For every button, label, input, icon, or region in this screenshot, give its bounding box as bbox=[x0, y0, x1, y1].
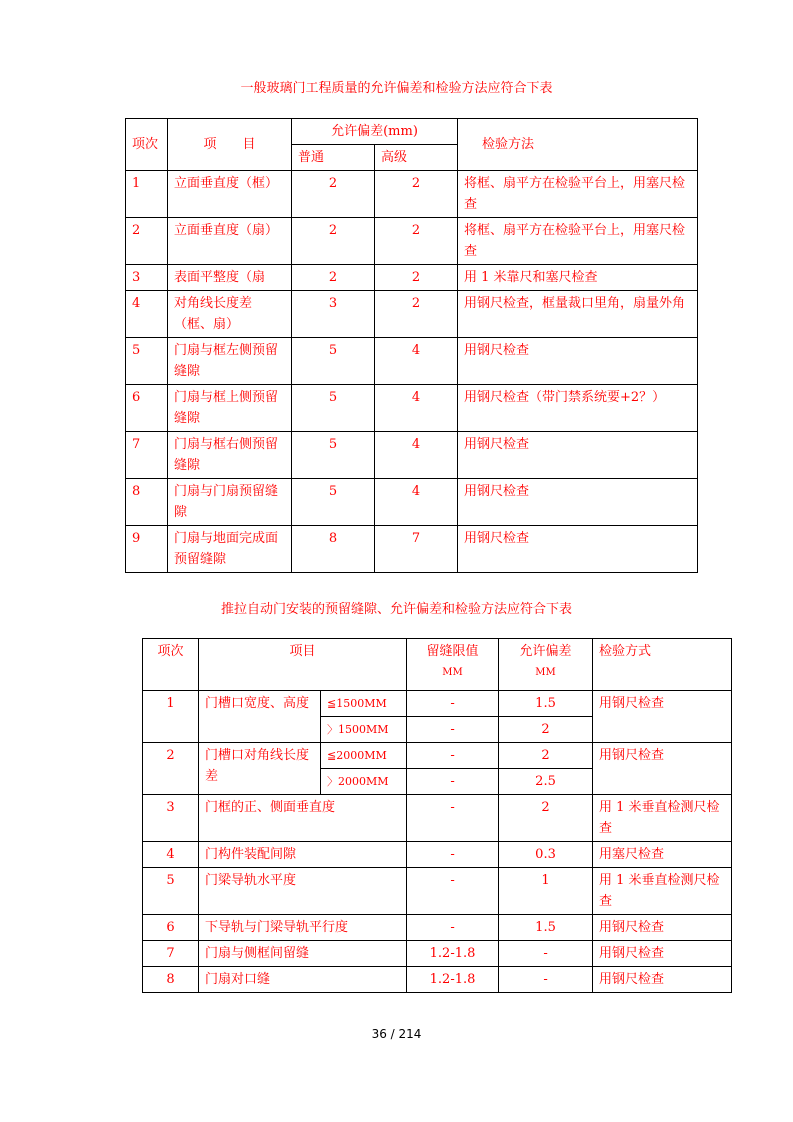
header-method: 检验方法 bbox=[458, 119, 698, 171]
row-item: 门扇与门扇预留缝隙 bbox=[168, 479, 292, 526]
row-normal: 5 bbox=[292, 385, 375, 432]
row-method: 将框、扇平方在检验平台上，用塞尺检查 bbox=[458, 171, 698, 218]
row-method: 用钢尺检查 bbox=[458, 338, 698, 385]
row-normal: 2 bbox=[292, 265, 375, 291]
header-no: 项次 bbox=[126, 119, 168, 171]
row-method: 用钢尺检查 bbox=[593, 967, 732, 993]
row-tolerance: 1.5 bbox=[499, 915, 593, 941]
row-tolerance: 2.5 bbox=[499, 769, 593, 795]
header-item: 项 目 bbox=[168, 119, 292, 171]
row-normal: 2 bbox=[292, 218, 375, 265]
row-item: 门梁导轨水平度 bbox=[199, 868, 407, 915]
row-gap: - bbox=[407, 717, 499, 743]
row-gap: 1.2-1.8 bbox=[407, 941, 499, 967]
table-row bbox=[143, 743, 732, 769]
table-row bbox=[143, 868, 732, 915]
row-item: 门槽口对角线长度差 bbox=[199, 743, 321, 795]
table-row bbox=[126, 171, 698, 218]
row-item: 对角线长度差（框、扇） bbox=[168, 291, 292, 338]
sliding-door-tolerance-table bbox=[142, 638, 732, 993]
row-method: 用钢尺检查 bbox=[458, 479, 698, 526]
row-no: 8 bbox=[143, 967, 199, 993]
row-advanced: 2 bbox=[375, 265, 458, 291]
row-method: 用钢尺检查 bbox=[593, 743, 732, 795]
row-advanced: 7 bbox=[375, 526, 458, 573]
header-gap-limit bbox=[407, 639, 499, 691]
row-item: 门槽口宽度、高度 bbox=[199, 691, 321, 743]
header-gap-unit: MM bbox=[442, 667, 463, 678]
table-row bbox=[126, 265, 698, 291]
row-tolerance: 1.5 bbox=[499, 691, 593, 717]
row-gap: - bbox=[407, 842, 499, 868]
row-tolerance: 1 bbox=[499, 868, 593, 915]
header-tolerance bbox=[499, 639, 593, 691]
row-no: 9 bbox=[126, 526, 168, 573]
table2-title: 推拉自动门安装的预留缝隙、允许偏差和检验方法应符合下表 bbox=[220, 602, 572, 617]
table-row bbox=[143, 915, 732, 941]
header-normal: 普通 bbox=[292, 145, 375, 171]
row-normal: 3 bbox=[292, 291, 375, 338]
row-sub-condition: 〉1500MM bbox=[321, 717, 407, 743]
row-normal: 5 bbox=[292, 432, 375, 479]
row-tolerance: 2 bbox=[499, 795, 593, 842]
row-item: 立面垂直度（扇） bbox=[168, 218, 292, 265]
row-no: 5 bbox=[143, 868, 199, 915]
row-method: 用钢尺检查 bbox=[458, 526, 698, 573]
row-tolerance: 2 bbox=[499, 743, 593, 769]
row-sub-condition: ≦1500MM bbox=[321, 691, 407, 717]
row-item: 门框的正、侧面垂直度 bbox=[199, 795, 407, 842]
row-method: 用 1 米靠尺和塞尺检查 bbox=[458, 265, 698, 291]
row-no: 6 bbox=[143, 915, 199, 941]
row-item: 立面垂直度（框） bbox=[168, 171, 292, 218]
row-advanced: 2 bbox=[375, 218, 458, 265]
glass-door-tolerance-table bbox=[125, 118, 698, 573]
row-method: 用钢尺检查 bbox=[593, 691, 732, 743]
table1-title: 一般玻璃门工程质量的允许偏差和检验方法应符合下表 bbox=[240, 81, 553, 96]
row-normal: 5 bbox=[292, 479, 375, 526]
row-item: 门扇与框左侧预留缝隙 bbox=[168, 338, 292, 385]
row-item: 门扇与框上侧预留缝隙 bbox=[168, 385, 292, 432]
row-item: 表面平整度（扇 bbox=[168, 265, 292, 291]
row-item: 门构件装配间隙 bbox=[199, 842, 407, 868]
row-normal: 2 bbox=[292, 171, 375, 218]
table-row bbox=[126, 479, 698, 526]
table-row bbox=[143, 795, 732, 842]
header-method: 检验方式 bbox=[593, 639, 732, 691]
header-tolerance: 允许偏差(mm) bbox=[292, 119, 458, 145]
header-no: 项次 bbox=[143, 639, 199, 691]
row-gap: - bbox=[407, 915, 499, 941]
row-gap: - bbox=[407, 691, 499, 717]
row-no: 1 bbox=[126, 171, 168, 218]
row-normal: 8 bbox=[292, 526, 375, 573]
header-tolerance-label: 允许偏差 bbox=[519, 644, 572, 659]
table-row bbox=[143, 842, 732, 868]
row-method: 用钢尺检查 bbox=[458, 432, 698, 479]
row-no: 2 bbox=[126, 218, 168, 265]
row-method: 用 1 米垂直检测尺检查 bbox=[593, 795, 732, 842]
row-gap: 1.2-1.8 bbox=[407, 967, 499, 993]
row-normal: 5 bbox=[292, 338, 375, 385]
row-method: 用钢尺检查（带门禁系统要+2？） bbox=[458, 385, 698, 432]
header-item: 项目 bbox=[199, 639, 407, 691]
row-no: 3 bbox=[126, 265, 168, 291]
row-no: 5 bbox=[126, 338, 168, 385]
row-no: 4 bbox=[126, 291, 168, 338]
row-item: 门扇与侧框间留缝 bbox=[199, 941, 407, 967]
table-row bbox=[126, 432, 698, 479]
row-tolerance: - bbox=[499, 941, 593, 967]
row-method: 将框、扇平方在检验平台上，用塞尺检查 bbox=[458, 218, 698, 265]
header-gap-limit-label: 留缝限值 bbox=[426, 644, 479, 659]
row-advanced: 2 bbox=[375, 291, 458, 338]
row-no: 2 bbox=[143, 743, 199, 795]
row-gap: - bbox=[407, 769, 499, 795]
row-method: 用钢尺检查 bbox=[593, 941, 732, 967]
row-method: 用塞尺检查 bbox=[593, 842, 732, 868]
table-row bbox=[126, 218, 698, 265]
row-tolerance: 2 bbox=[499, 717, 593, 743]
table-row bbox=[126, 291, 698, 338]
row-sub-condition: ≦2000MM bbox=[321, 743, 407, 769]
row-tolerance: 0.3 bbox=[499, 842, 593, 868]
row-no: 7 bbox=[143, 941, 199, 967]
header-advanced: 高级 bbox=[375, 145, 458, 171]
table-row bbox=[126, 338, 698, 385]
row-advanced: 4 bbox=[375, 385, 458, 432]
row-gap: - bbox=[407, 743, 499, 769]
row-item: 下导轨与门梁导轨平行度 bbox=[199, 915, 407, 941]
row-item: 门扇对口缝 bbox=[199, 967, 407, 993]
header-tolerance-unit: MM bbox=[535, 667, 556, 678]
row-item: 门扇与地面完成面预留缝隙 bbox=[168, 526, 292, 573]
row-no: 1 bbox=[143, 691, 199, 743]
row-method: 用钢尺检查，框量裁口里角，扇量外角 bbox=[458, 291, 698, 338]
row-method: 用钢尺检查 bbox=[593, 915, 732, 941]
table-row bbox=[143, 691, 732, 717]
row-no: 6 bbox=[126, 385, 168, 432]
row-item: 门扇与框右侧预留缝隙 bbox=[168, 432, 292, 479]
row-no: 3 bbox=[143, 795, 199, 842]
row-gap: - bbox=[407, 795, 499, 842]
row-method: 用 1 米垂直检测尺检查 bbox=[593, 868, 732, 915]
row-no: 7 bbox=[126, 432, 168, 479]
row-advanced: 4 bbox=[375, 338, 458, 385]
row-tolerance: - bbox=[499, 967, 593, 993]
table-row bbox=[143, 967, 732, 993]
table-row bbox=[126, 526, 698, 573]
row-advanced: 2 bbox=[375, 171, 458, 218]
row-no: 8 bbox=[126, 479, 168, 526]
table-row bbox=[126, 385, 698, 432]
row-sub-condition: 〉2000MM bbox=[321, 769, 407, 795]
row-gap: - bbox=[407, 868, 499, 915]
row-no: 4 bbox=[143, 842, 199, 868]
row-advanced: 4 bbox=[375, 479, 458, 526]
row-advanced: 4 bbox=[375, 432, 458, 479]
table-row bbox=[143, 941, 732, 967]
page-number: 36 / 214 bbox=[371, 1027, 422, 1041]
